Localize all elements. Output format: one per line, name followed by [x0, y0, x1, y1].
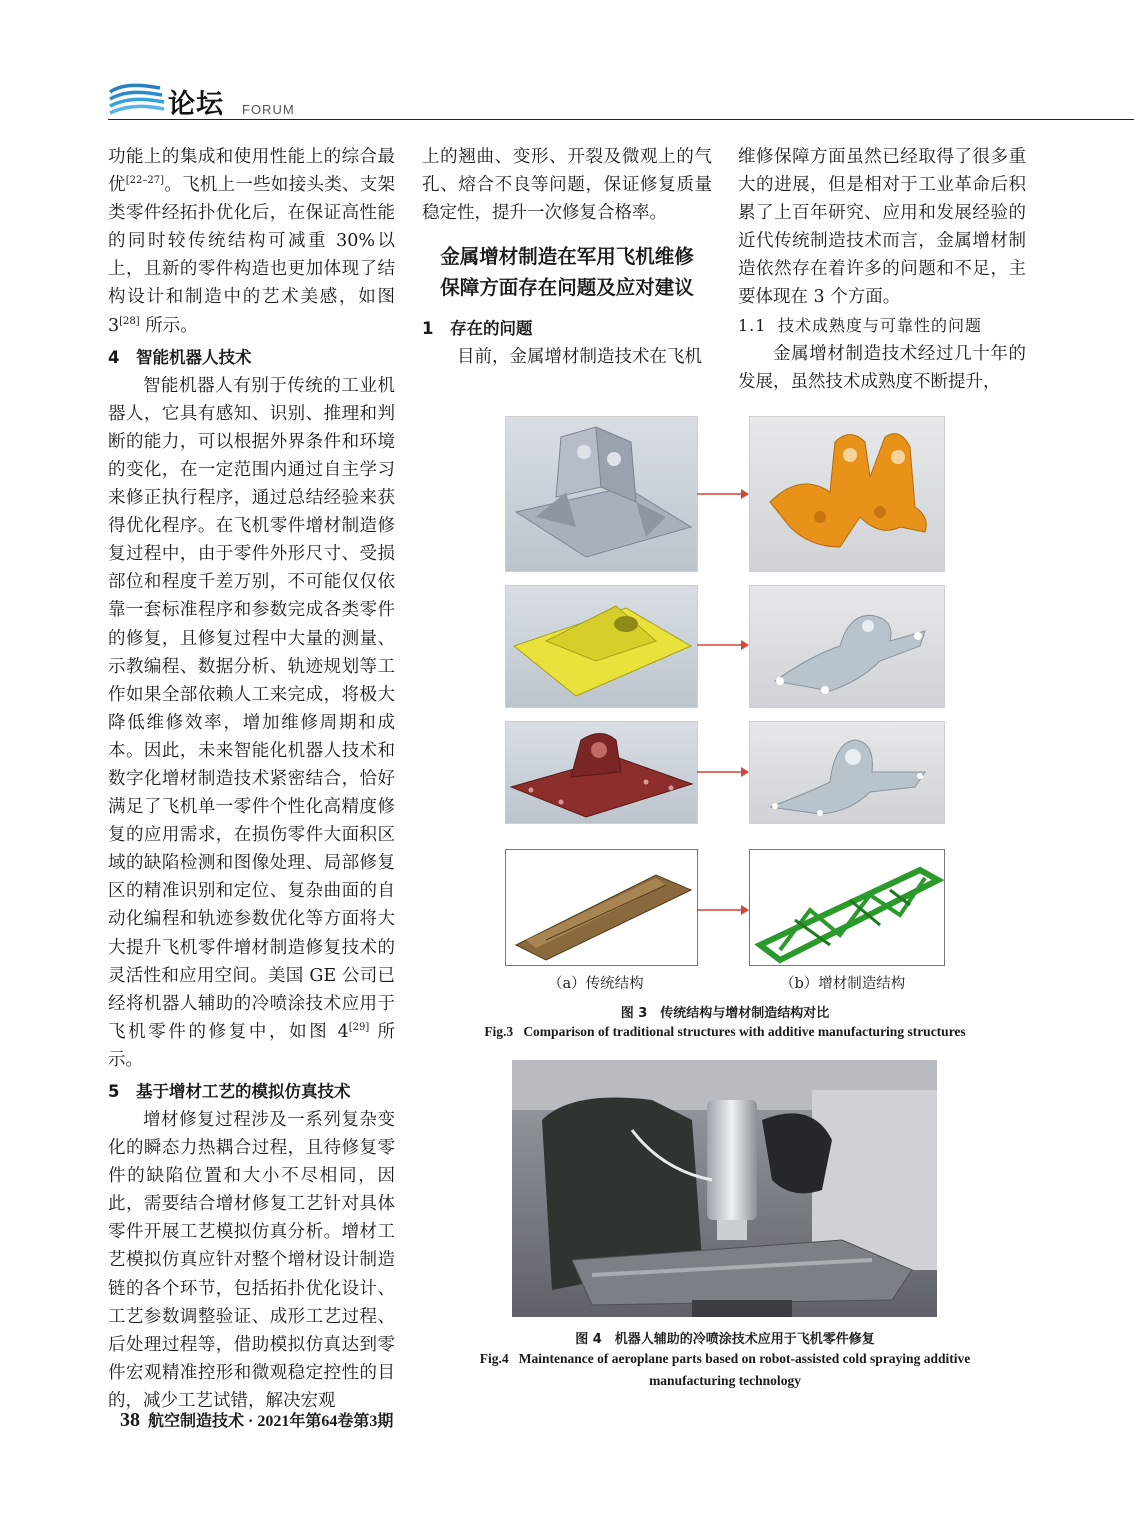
fig3-panel-a3: [505, 721, 698, 824]
fig3-subcaption-a: （a）传统结构: [548, 976, 644, 992]
fig3-panel-b4: [749, 849, 945, 966]
fig3-arrow-4: [697, 904, 749, 916]
section-1-heading: 1 存在的问题: [422, 319, 533, 339]
fig3-arrow-2: [697, 639, 749, 651]
col3-para-top: 维修保障方面虽然已经取得了很多重大的进展，但是相对于工业革命后积累了上百年研究、应用和发展经验的近代传统制造技术而言，金属增材制造依然存在着许多的问题和不足，主要体现在 3 个方面。: [738, 147, 1026, 308]
fig4-caption-zh: 图 4 机器人辅助的冷喷涂技术应用于飞机零件修复: [575, 1332, 875, 1347]
ref-29: [29]: [348, 1021, 370, 1033]
fig3-panel-b1: [749, 416, 945, 572]
fig3-subcaption-b: （b）增材制造结构: [780, 976, 906, 992]
ref-22-27: [22–27]: [125, 175, 165, 187]
page-footer: [120, 1408, 393, 1432]
column-1: [108, 143, 395, 1415]
section-logo-subtitle: FORUM: [242, 102, 295, 117]
section-title: 金属增材制造在军用飞机维修保障方面存在问题及应对建议: [440, 245, 694, 300]
column-3: [738, 143, 1026, 396]
section-logo-title: 论坛: [168, 89, 224, 120]
section-4-heading: 4 智能机器人技术: [108, 347, 252, 367]
fig4-caption-en-line1: Fig.4 Maintenance of aeroplane parts based on robot-assisted cold spraying additive: [479, 1351, 971, 1366]
fig4-photo: [512, 1060, 937, 1317]
fig3-panel-b3: [749, 721, 945, 824]
col1-para-top: 功能上的集成和使用性能上的综合最优[22–27]。飞机上一些如接头类、支架类零件经拓扑优化后，在保证高性能的同时较传统结构可减重 30%以上，且新的零件构造也更加体现了结构设计和制造中的艺术美感，如图 3[28] 所示。: [108, 147, 396, 336]
fig3-arrow-1: [697, 488, 749, 500]
ref-28: [28]: [119, 315, 140, 327]
fig3-panel-a4: [505, 849, 698, 966]
section-5-paragraph: 增材修复过程涉及一系列复杂变化的瞬态力热耦合过程，且待修复零件的缺陷位置和大小不尽相同，因此，需要结合增材修复工艺针对具体零件开展工艺模拟仿真分析。增材工艺模拟仿真应针对整个增材设计制造链的各个环节，包括拓扑优化设计、工艺参数调整验证、成形工艺过程、后处理过程等，借助模拟仿真达到零件宏观精准控形和微观稳定控性的目的，减少工艺试错，解决宏观: [108, 1110, 395, 1411]
fig3-caption-en: Fig.3 Comparison of traditional structures with additive manufacturing structures: [484, 1024, 966, 1039]
header-rule-left: [108, 119, 240, 120]
subsection-1-1-heading: 1.1 技术成熟度与可靠性的问题: [738, 315, 983, 335]
journal-logo-icon: [108, 82, 166, 118]
fig3-panel-a1: [505, 416, 698, 572]
fig3-panel-b2: [749, 585, 945, 708]
section-5-heading: 5 基于增材工艺的模拟仿真技术: [108, 1082, 351, 1101]
fig3-panel-a2: [505, 585, 698, 708]
subsection-1-1-paragraph: 金属增材制造技术经过几十年的发展，虽然技术成熟度不断提升，: [738, 343, 1026, 392]
fig4-caption-en-line2: manufacturing technology: [649, 1373, 801, 1388]
col2-para-top: 上的翘曲、变形、开裂及微观上的气孔、熔合不良等问题，保证修复质量稳定性，提升一次修复合格率。: [422, 147, 712, 224]
section-4-paragraph: 智能机器人有别于传统的工业机器人，它具有感知、识别、推理和判断的能力，可以根据外界条件和环境的变化，在一定范围内通过自主学习来修正执行程序，通过总结经验来获得优化程序。在飞机零件增材制造修复过程中，由于零件外形尺寸、受损部位和程度千差万别，不可能仅仅依靠一套标准程序和参数完成各类零件的修复，且修复过程中大量的测量、示教编程、数据分析、轨迹规划等工作如果全部依赖人工来完成，将极大降低维修效率，增加维修周期和成本。因此，未来智能化机器人技术和数字化增材制造技术紧密结合，恰好满足了飞机单一零件个性化高精度修复的应用需求，在损伤零件大面积区域的缺陷检测和图像处理、局部修复区的精准识别和定位、复杂曲面的自动化编程和轨迹参数优化等方面将大大提升飞机零件增材制造修复技术的灵活性和应用空间。美国 GE 公司已经将机器人辅助的冷喷涂技术应用于飞机零件的修复中，如图 4[29] 所示。: [108, 375, 395, 1070]
column-2: [422, 143, 712, 371]
page-number: 38: [120, 1409, 140, 1431]
header-rule: [240, 119, 1134, 120]
fig3-arrow-3: [697, 766, 749, 778]
journal-name: 航空制造技术 · 2021年第64卷第3期: [148, 1413, 394, 1430]
fig3-caption-zh: 图 3 传统结构与增材制造结构对比: [620, 1006, 830, 1021]
section-1-paragraph: 目前，金属增材制造技术在飞机: [457, 347, 702, 368]
